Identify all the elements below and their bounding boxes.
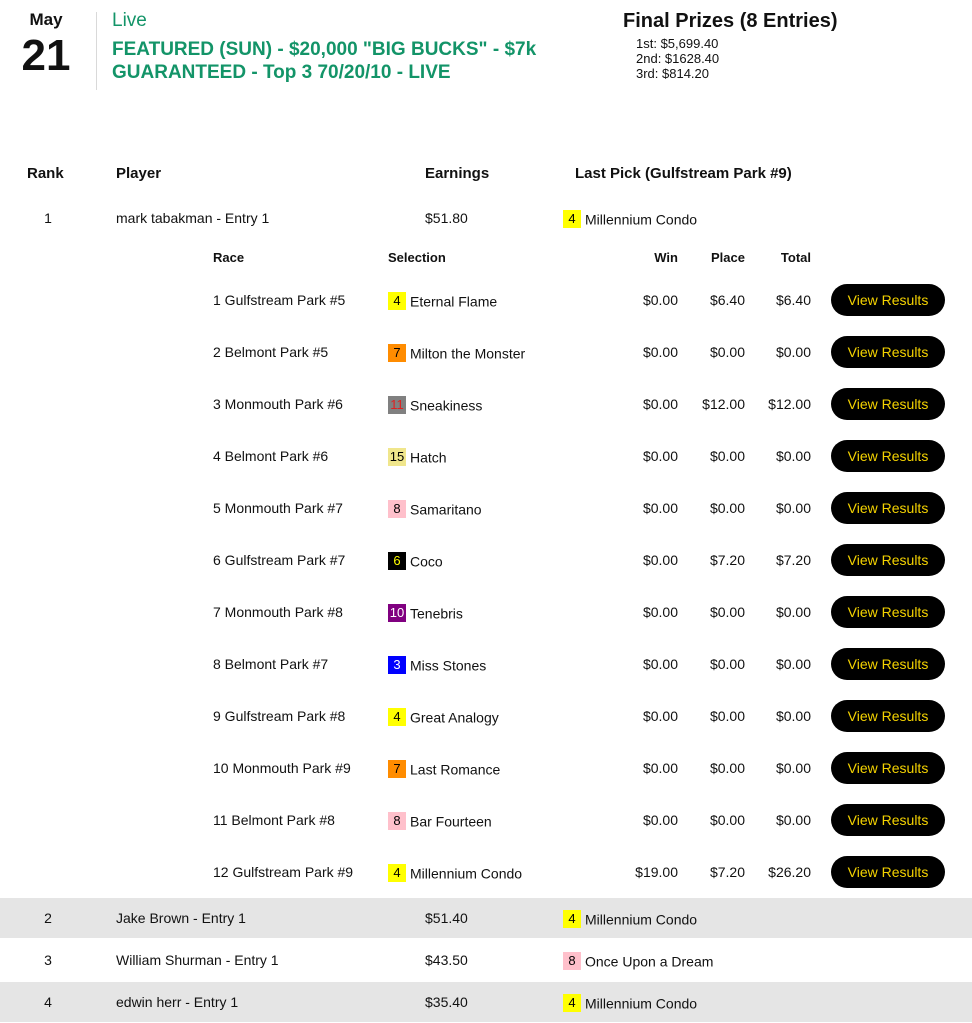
contest-status: Live	[112, 10, 147, 31]
race-win: $0.00	[642, 292, 678, 308]
col-header-earnings: Earnings	[425, 165, 490, 182]
view-results-button[interactable]: View Results	[831, 648, 945, 680]
view-results-button[interactable]: View Results	[831, 492, 945, 524]
race-win: $0.00	[642, 500, 678, 516]
race-label: 12 Gulfstream Park #9	[213, 864, 354, 880]
race-row	[0, 586, 972, 638]
race-selection	[388, 586, 463, 638]
view-results-button[interactable]: View Results	[831, 700, 945, 732]
horse-name: Millennium Condo	[585, 911, 698, 928]
race-label: 4 Belmont Park #6	[213, 448, 329, 464]
race-row	[0, 482, 972, 534]
row-player[interactable]: edwin herr - Entry 1	[116, 994, 239, 1010]
post-number-badge: 10	[389, 605, 405, 621]
sub-header-race: Race	[213, 250, 245, 265]
horse-name: Miss Stones	[410, 657, 487, 674]
leaderboard-row[interactable]	[0, 198, 972, 238]
horse-name: Millennium Condo	[410, 865, 523, 882]
post-number-badge: 3	[388, 656, 406, 674]
race-win: $0.00	[642, 344, 678, 360]
row-player[interactable]: William Shurman - Entry 1	[116, 952, 279, 968]
race-total: $12.00	[768, 396, 811, 412]
sub-header-selection: Selection	[388, 250, 446, 265]
row-rank: 3	[44, 952, 52, 968]
horse-name: Millennium Condo	[585, 995, 698, 1012]
race-win: $0.00	[642, 708, 678, 724]
race-win: $0.00	[642, 656, 678, 672]
race-place: $0.00	[709, 760, 745, 776]
view-results-button[interactable]: View Results	[831, 388, 945, 420]
row-last-pick	[563, 898, 697, 938]
horse-name: Coco	[410, 553, 443, 570]
race-total: $26.20	[768, 864, 811, 880]
row-rank: 4	[44, 994, 52, 1010]
race-win: $0.00	[642, 396, 678, 412]
race-place: $0.00	[709, 448, 745, 464]
race-selection	[388, 274, 497, 326]
race-win: $0.00	[642, 760, 678, 776]
race-label: 10 Monmouth Park #9	[213, 760, 351, 776]
race-place: $0.00	[709, 708, 745, 724]
race-label: 8 Belmont Park #7	[213, 656, 329, 672]
race-selection	[388, 326, 525, 378]
race-place: $0.00	[709, 500, 745, 516]
row-player[interactable]: Jake Brown - Entry 1	[116, 910, 246, 926]
prize-1st: 1st: $5,699.40	[636, 36, 719, 51]
date-day: 21	[21, 31, 71, 80]
date-month: May	[29, 10, 63, 29]
race-selection	[388, 482, 482, 534]
race-row	[0, 534, 972, 586]
race-total: $6.40	[775, 292, 811, 308]
race-row	[0, 846, 972, 898]
race-selection	[388, 794, 492, 846]
row-earnings: $51.80	[425, 210, 468, 226]
view-results-button[interactable]: View Results	[831, 804, 945, 836]
col-header-player: Player	[116, 165, 162, 182]
prizes-title: Final Prizes (8 Entries)	[623, 10, 838, 32]
row-earnings: $43.50	[425, 952, 468, 968]
view-results-button[interactable]: View Results	[831, 284, 945, 316]
race-label: 2 Belmont Park #5	[213, 344, 329, 360]
post-number-badge: 8	[388, 500, 406, 518]
view-results-button[interactable]: View Results	[831, 596, 945, 628]
post-number-badge: 8	[563, 952, 581, 970]
view-results-button[interactable]: View Results	[831, 752, 945, 784]
race-place: $0.00	[709, 604, 745, 620]
race-total: $0.00	[775, 500, 811, 516]
row-earnings: $35.40	[425, 994, 468, 1010]
horse-name: Once Upon a Dream	[585, 953, 714, 970]
race-win: $0.00	[642, 604, 678, 620]
view-results-button[interactable]: View Results	[831, 544, 945, 576]
race-total: $0.00	[775, 604, 811, 620]
sub-header-total: Total	[780, 250, 811, 265]
race-win: $19.00	[635, 864, 678, 880]
view-results-button[interactable]: View Results	[831, 336, 945, 368]
race-label: 11 Belmont Park #8	[213, 812, 335, 828]
race-label: 1 Gulfstream Park #5	[213, 292, 346, 308]
race-total: $0.00	[775, 344, 811, 360]
race-selection	[388, 742, 500, 794]
col-header-rank: Rank	[27, 165, 64, 182]
view-results-button[interactable]: View Results	[831, 440, 945, 472]
race-place: $6.40	[709, 292, 745, 308]
horse-name: Last Romance	[410, 761, 501, 778]
race-row	[0, 638, 972, 690]
race-win: $0.00	[642, 552, 678, 568]
post-number-badge: 11	[388, 396, 406, 414]
horse-name: Hatch	[410, 449, 447, 466]
post-number-badge: 4	[388, 864, 406, 882]
race-row	[0, 378, 972, 430]
sub-header-win: Win	[654, 250, 678, 265]
race-selection	[388, 534, 443, 586]
post-number-badge: 4	[563, 210, 581, 228]
race-row	[0, 742, 972, 794]
horse-name: Bar Fourteen	[410, 813, 492, 830]
row-player[interactable]: mark tabakman - Entry 1	[116, 210, 270, 226]
horse-name: Samaritano	[410, 501, 482, 518]
post-number-badge: 15	[389, 449, 405, 465]
race-place: $0.00	[709, 812, 745, 828]
post-number-badge: 4	[388, 292, 406, 310]
row-last-pick	[563, 940, 713, 980]
post-number-badge: 7	[388, 760, 406, 778]
race-place: $12.00	[702, 396, 745, 412]
post-number-badge: 4	[563, 910, 581, 928]
prize-2nd: 2nd: $1628.40	[636, 51, 720, 66]
post-number-badge: 4	[563, 994, 581, 1012]
race-row	[0, 794, 972, 846]
col-header-last-pick: Last Pick (Gulfstream Park #9)	[575, 165, 792, 182]
race-row	[0, 430, 972, 482]
horse-name: Tenebris	[410, 605, 463, 622]
leaderboard-row[interactable]	[0, 982, 972, 1022]
row-last-pick	[563, 982, 697, 1022]
row-rank: 2	[44, 910, 52, 926]
horse-name: Sneakiness	[410, 397, 483, 414]
row-last-pick	[563, 198, 697, 238]
contest-title: FEATURED (SUN) - $20,000 "BIG BUCKS" - $7k GUARANTEED - Top 3 70/20/10 - LIVE	[112, 39, 537, 83]
race-selection	[388, 638, 486, 690]
post-number-badge: 4	[388, 708, 406, 726]
row-rank: 1	[44, 210, 52, 226]
race-row	[0, 274, 972, 326]
post-number-badge: 8	[388, 812, 406, 830]
sub-header-place: Place	[711, 250, 745, 265]
race-selection	[388, 846, 522, 898]
race-place: $7.20	[709, 864, 745, 880]
race-place: $7.20	[709, 552, 745, 568]
race-label: 6 Gulfstream Park #7	[213, 552, 346, 568]
race-win: $0.00	[642, 448, 678, 464]
race-label: 3 Monmouth Park #6	[213, 396, 343, 412]
row-earnings: $51.40	[425, 910, 468, 926]
race-win: $0.00	[642, 812, 678, 828]
race-selection	[388, 378, 482, 430]
race-selection	[388, 430, 447, 482]
prize-3rd: 3rd: $814.20	[636, 66, 710, 81]
horse-name: Millennium Condo	[585, 211, 698, 228]
race-place: $0.00	[709, 656, 745, 672]
race-row	[0, 326, 972, 378]
race-label: 9 Gulfstream Park #8	[213, 708, 346, 724]
leaderboard-row[interactable]	[0, 940, 972, 980]
race-place: $0.00	[709, 344, 745, 360]
post-number-badge: 7	[388, 344, 406, 362]
race-total: $0.00	[775, 760, 811, 776]
race-total: $7.20	[775, 552, 811, 568]
leaderboard-row[interactable]	[0, 898, 972, 938]
race-total: $0.00	[775, 812, 811, 828]
race-row	[0, 690, 972, 742]
post-number-badge: 6	[388, 552, 406, 570]
horse-name: Great Analogy	[410, 709, 499, 726]
horse-name: Milton the Monster	[410, 345, 526, 362]
header-divider	[96, 12, 97, 90]
view-results-button[interactable]: View Results	[831, 856, 945, 888]
race-label: 5 Monmouth Park #7	[213, 500, 343, 516]
race-selection	[388, 690, 499, 742]
horse-name: Eternal Flame	[410, 293, 498, 310]
race-label: 7 Monmouth Park #8	[213, 604, 343, 620]
race-total: $0.00	[775, 708, 811, 724]
race-total: $0.00	[775, 656, 811, 672]
race-total: $0.00	[775, 448, 811, 464]
